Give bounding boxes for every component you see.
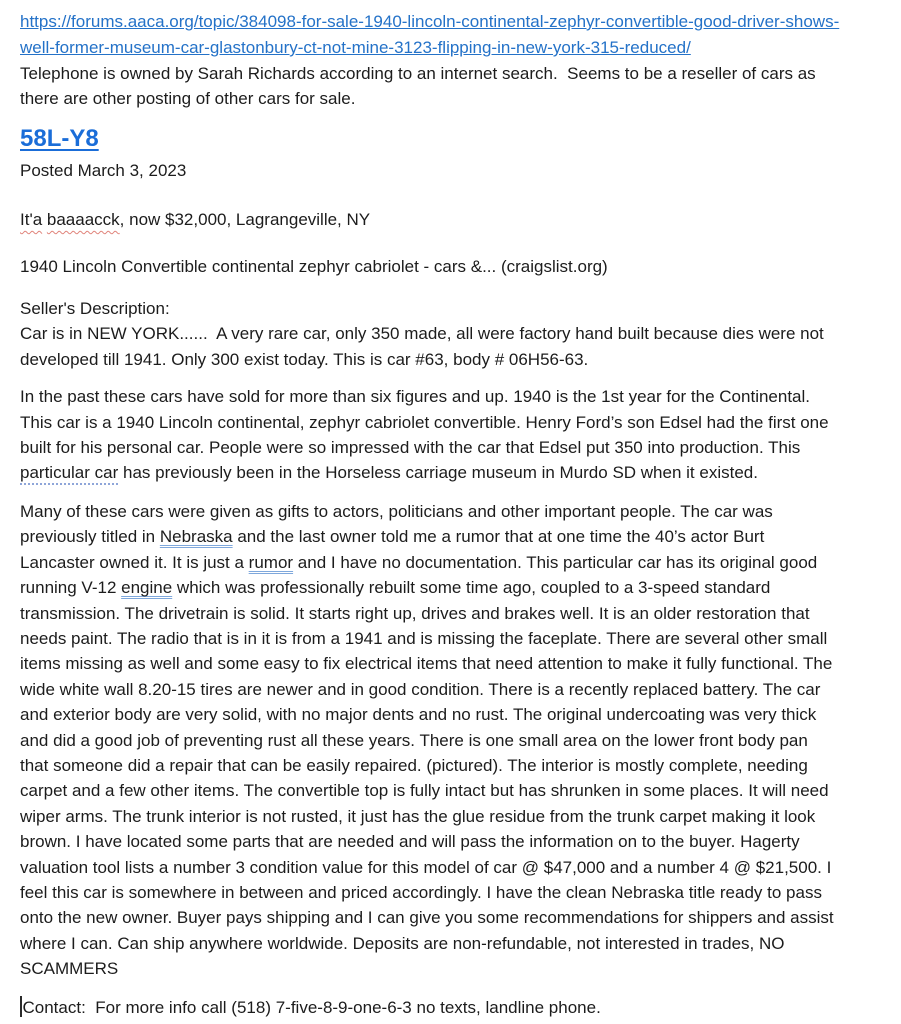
posted-date-text: Posted March 3, 2023 <box>20 160 187 180</box>
text-segment: , now $32,000, Lagrangeville, NY <box>119 210 371 230</box>
seller-description-heading: Seller's Description: <box>20 299 170 319</box>
text-segment: Many of these cars were given as gifts to actors, politicians and other important people. The car was previously titled in <box>20 501 778 547</box>
status-line <box>20 207 840 232</box>
details-paragraph <box>20 499 840 982</box>
listing-title-text: 1940 Lincoln Convertible continental zephyr cabriolet - cars &... (craigslist.org) <box>20 256 608 276</box>
source-url-link[interactable]: https://forums.aaca.org/topic/384098-for-sale-1940-lincoln-continental-zephyr-convertible-good-driver-shows-well-former-museum-car-glastonbury-ct-not-mine-3123-flipping-in-new-york-315-reduced/ <box>20 12 840 57</box>
seller-intro-text: Car is in NEW YORK...... A very rare car, only 350 made, all were factory hand built because dies were not developed till 1941. Only 300 exist today. This is car #63, body # 06H56-63. <box>20 324 829 369</box>
reseller-note-text: Telephone is owned by Sarah Richards according to an internet search. Seems to be a reseller of cars as there are other posting of other cars for sale. <box>20 64 821 109</box>
post-title <box>20 124 840 154</box>
text-segment: In the past these cars have sold for more than six figures and up. 1940 is the 1st year for the Continental. This car is a 1940 Lincoln continental, zephyr cabriolet convertible. Henry Ford’s son Edsel had the first one built for his personal car. People were so impressed with the car that Edsel put 350 into production. This <box>20 387 834 458</box>
post-title-link[interactable]: 58L-Y8 <box>20 124 99 152</box>
text-segment: which was professionally rebuilt some time ago, coupled to a 3-speed standard transmission. The drivetrain is solid. It starts right up, drives and brakes well. It is an older restoration that needs paint. The radio that is in it is from a 1941 and is missing the faceplate. There are several other small items missing as well and some easy to fix electrical items that need attention to make it fully functional. The wide white wall 8.20-15 tires are newer and in good condition. There is a recently replaced battery. The car and exterior body are very solid, with no major dents and no rust. The original undercoating was very thick and did a good job of preventing rust all these years. There is one small area on the lower front body pan that someone did a repair that can be easily repaired. (pictured). The interior is mostly complete, needing carpet and a few other items. The convertible top is fully intact but has shrunken in some places. It will need wiper arms. The trunk interior is not rusted, it just has the glue residue from the trunk carpet making it look brown. I have located some parts that are needed and will pass the information on to the buyer. Hagerty valuation tool lists a number 3 condition value for this model of car @ $47,000 and a number 4 @ $21,500. I feel this car is somewhere in between and priced accordingly. I have the clean Nebraska title ready to pass onto the new owner. Buyer pays shipping and I can give you some recommendations for shippers and assist where I can. Can ship anywhere worldwide. Deposits are non-refundable, not interested in trades, NO SCAMMERS <box>20 578 839 979</box>
contact-text: Contact: For more info call (518) 7-five-8-9-one-6-3 no texts, landline phone. <box>22 997 601 1017</box>
contact-line <box>20 995 840 1020</box>
proofing-marked-text: particular car <box>20 463 119 483</box>
text-segment: has previously been in the Horseless carriage museum in Murdo SD when it existed. <box>118 463 758 483</box>
text-segment: and the last owner told me a rumor that at one time the 40’s actor Burt Lancaster owned it. It is just a <box>20 527 770 572</box>
seller-description-block <box>20 296 840 372</box>
proofing-marked-text: engine <box>121 578 173 598</box>
text-segment: and I have no documentation. This particular car has its original good running V-12 <box>20 552 822 598</box>
text-cursor <box>20 996 22 1017</box>
source-block <box>20 9 840 112</box>
proofing-marked-text: Nebraska <box>159 527 233 547</box>
proofing-marked-text: baaaacck <box>46 210 120 230</box>
history-paragraph <box>20 384 840 486</box>
document-body <box>20 9 840 1020</box>
proofing-marked-text: It'a <box>20 210 43 230</box>
proofing-marked-text: rumor <box>248 552 294 572</box>
